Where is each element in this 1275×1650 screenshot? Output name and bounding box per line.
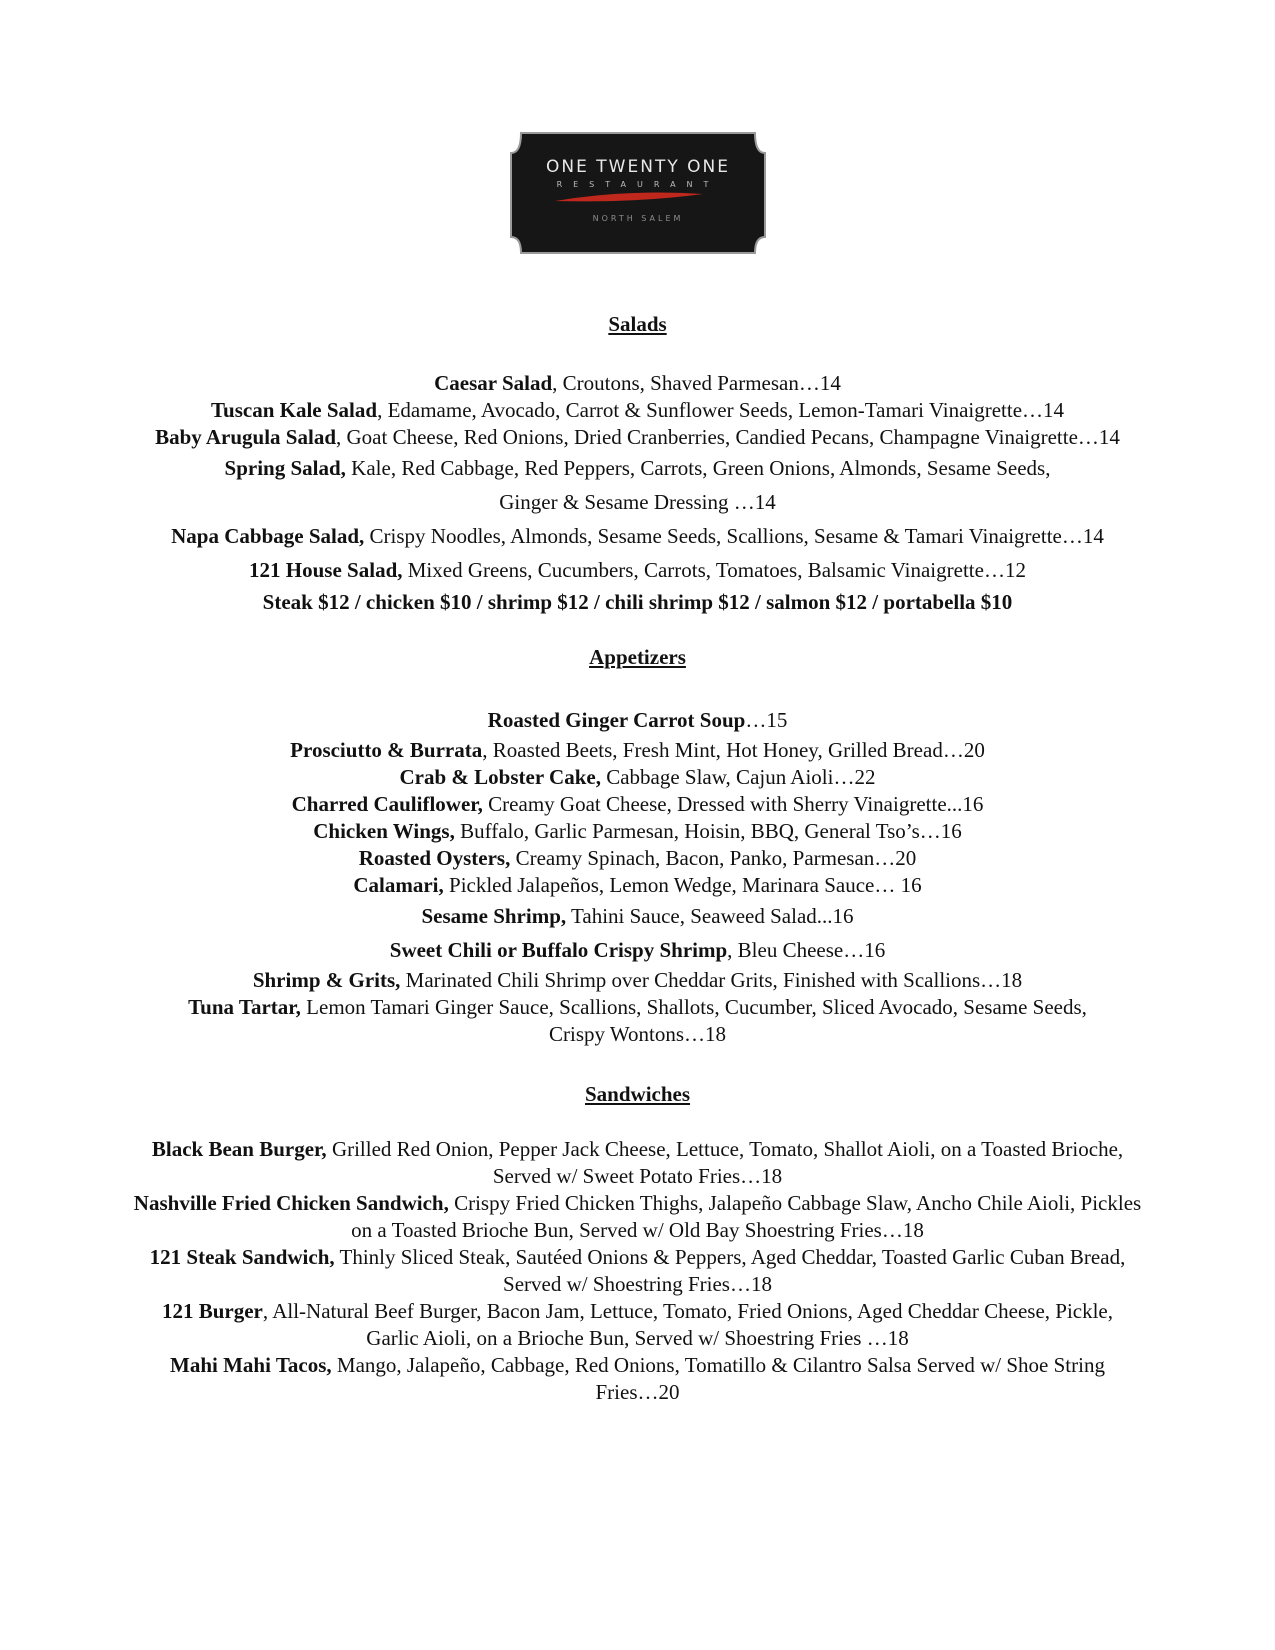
salad-addons: Steak $12 / chicken $10 / shrimp $12 / chili shrimp $12 / salmon $12 / portabella $10 [262,590,1013,614]
menu-item [60,764,1215,791]
item-description: , Croutons, Shaved Parmesan…14 [552,371,841,395]
item-description: Crispy Fried Chicken Thighs, Jalapeño Cabbage Slaw, Ancho Chile Aioli, Pickles [448,1191,1142,1215]
item-name: Tuscan Kale Salad [210,398,378,422]
menu-item [60,737,1215,764]
menu-item [60,1190,1215,1217]
item-name: Baby Arugula Salad [155,425,336,449]
logo-name: ONE TWENTY ONE [546,157,730,177]
menu-item [60,1136,1215,1163]
item-description: Creamy Spinach, Bacon, Panko, Parmesan…20 [510,846,917,870]
menu-item-continued: Crispy Wontons…18 [548,1022,727,1046]
item-description: Tahini Sauce, Seaweed Salad...16 [566,904,854,928]
item-description: , All-Natural Beef Burger, Bacon Jam, Lettuce, Tomato, Fried Onions, Aged Cheddar Cheese, Pickle, [262,1299,1114,1323]
menu-item [60,451,1215,485]
item-description: Kale, Red Cabbage, Red Peppers, Carrots, Green Onions, Almonds, Sesame Seeds, [345,456,1051,480]
menu-item [60,994,1215,1021]
item-name: Black Bean Burger, [151,1137,327,1161]
item-description: Thinly Sliced Steak, Sautéed Onions & Peppers, Aged Cheddar, Toasted Garlic Cuban Bread, [334,1245,1126,1269]
item-name: Sweet Chili or Buffalo Crispy Shrimp [389,938,728,962]
item-description: , Bleu Cheese…16 [727,938,886,962]
menu-item-continued: Garlic Aioli, on a Brioche Bun, Served w/ Shoestring Fries …18 [366,1326,909,1350]
item-name: Prosciutto & Burrata [290,738,483,762]
item-description: Creamy Goat Cheese, Dressed with Sherry Vinaigrette...16 [482,792,984,816]
item-name: 121 House Salad, [249,558,403,582]
item-name: Tuna Tartar, [188,995,301,1019]
item-name: Roasted Ginger Carrot Soup [487,708,746,732]
item-name: Mahi Mahi Tacos, [170,1353,332,1377]
item-name: Calamari, [353,873,444,897]
menu-item-continued: Ginger & Sesame Dressing …14 [499,490,776,514]
item-name: Shrimp & Grits, [252,968,401,992]
salads-heading: Salads [608,312,667,336]
menu-item [60,967,1215,994]
menu-item [60,424,1215,451]
menu-item [60,397,1215,424]
item-name: Spring Salad, [224,456,346,480]
item-description: , Edamame, Avocado, Carrot & Sunflower Seeds, Lemon-Tamari Vinaigrette…14 [377,398,1065,422]
item-description: , Goat Cheese, Red Onions, Dried Cranberries, Candied Pecans, Champagne Vinaigrette…14 [336,425,1120,449]
item-description: Lemon Tamari Ginger Sauce, Scallions, Shallots, Cucumber, Sliced Avocado, Sesame Seeds, [300,995,1087,1019]
menu-item [60,1298,1215,1325]
item-description: Marinated Chili Shrimp over Cheddar Grits, Finished with Scallions…18 [400,968,1023,992]
sandwiches-heading: Sandwiches [584,1082,691,1106]
restaurant-logo [507,127,769,259]
menu-item-continued: Served w/ Sweet Potato Fries…18 [492,1164,783,1188]
item-name: Roasted Oysters, [358,846,511,870]
item-description: Mixed Greens, Cucumbers, Carrots, Tomatoes, Balsamic Vinaigrette…12 [402,558,1026,582]
item-description: , Roasted Beets, Fresh Mint, Hot Honey, Grilled Bread…20 [482,738,985,762]
item-description: Mango, Jalapeño, Cabbage, Red Onions, Tomatillo & Cilantro Salsa Served w/ Shoe String [331,1353,1105,1377]
item-description: Crispy Noodles, Almonds, Sesame Seeds, Scallions, Sesame & Tamari Vinaigrette…14 [364,524,1104,548]
item-description: Buffalo, Garlic Parmesan, Hoisin, BBQ, General Tso’s…16 [454,819,962,843]
logo-tagline: RESTAURANT [556,180,720,189]
item-description: Grilled Red Onion, Pepper Jack Cheese, Lettuce, Tomato, Shallot Aioli, on a Toasted Brioche, [326,1137,1124,1161]
item-name: Crab & Lobster Cake, [399,765,601,789]
item-name: Chicken Wings, [313,819,455,843]
menu-item [60,1244,1215,1271]
item-description: Pickled Jalapeños, Lemon Wedge, Marinara Sauce… 16 [443,873,922,897]
menu-item-continued: on a Toasted Brioche Bun, Served w/ Old Bay Shoestring Fries…18 [351,1218,924,1242]
item-name: Napa Cabbage Salad, [171,524,365,548]
menu-item [60,519,1215,553]
menu-item [60,872,1215,899]
menu-item [60,703,1215,737]
menu-item [60,553,1215,587]
menu-item [60,845,1215,872]
logo-badge [507,127,769,259]
appetizers-heading: Appetizers [589,645,686,669]
menu-item [60,370,1215,397]
item-name: Nashville Fried Chicken Sandwich, [133,1191,449,1215]
item-name: Caesar Salad [434,371,553,395]
item-description: Cabbage Slaw, Cajun Aioli…22 [600,765,876,789]
item-name: 121 Burger [161,1299,263,1323]
menu-item [60,818,1215,845]
item-description: …15 [745,708,788,732]
menu-item [60,1352,1215,1379]
item-name: Sesame Shrimp, [421,904,567,928]
item-name: Charred Cauliflower, [291,792,483,816]
menu-item-continued: Served w/ Shoestring Fries…18 [503,1272,772,1296]
item-name: 121 Steak Sandwich, [149,1245,335,1269]
menu-item [60,791,1215,818]
menu-item [60,899,1215,933]
menu-item-continued: Fries…20 [595,1380,680,1404]
menu-content [60,312,1215,1406]
menu-item [60,933,1215,967]
logo-location: NORTH SALEM [592,214,684,223]
